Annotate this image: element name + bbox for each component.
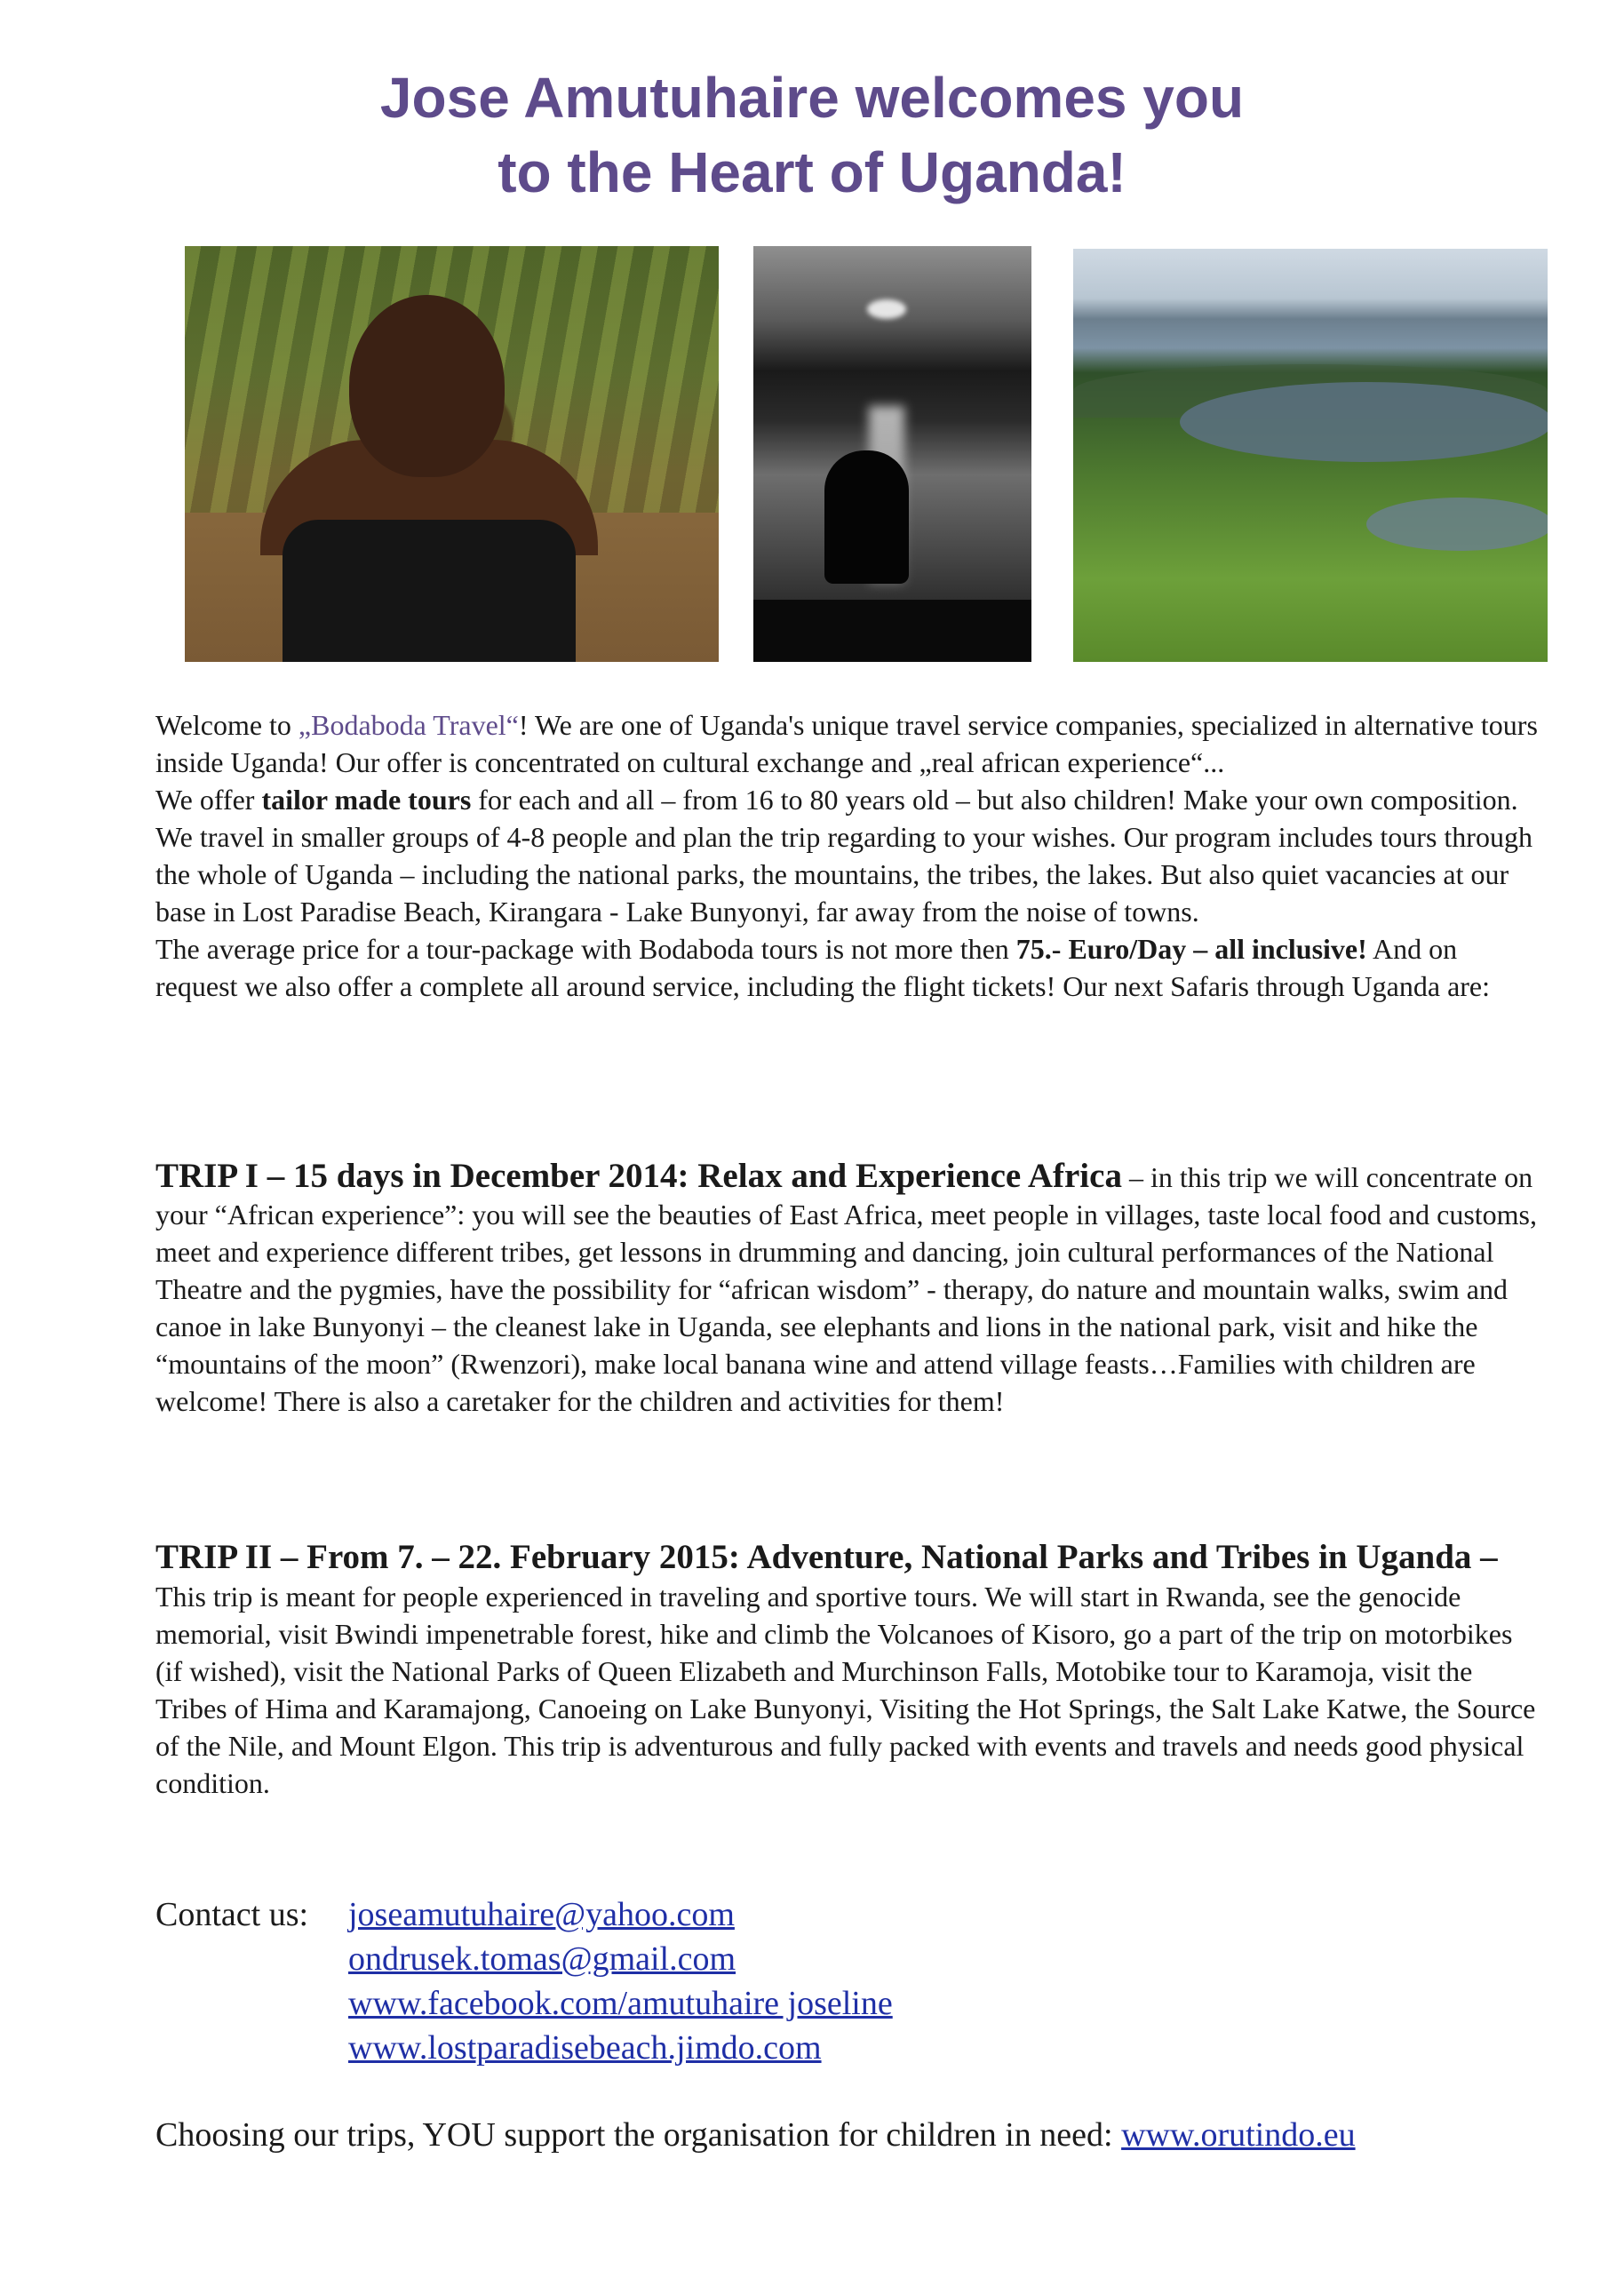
trip1-section bbox=[155, 1158, 1546, 1420]
intro-welcome-pre: Welcome to bbox=[155, 709, 299, 741]
intro-offer-pre: We offer bbox=[155, 784, 262, 816]
trip1-body: – in this trip we will concentrate on your “African experience”: you will see the beauties of East Africa, meet people in villages, taste local food and customs, meet and experience different tribes, get lessons in drumming and dancing, join cultural performances of the National Theatre and the pygmies, have the possibility for “african wisdom” - therapy, do nature and mountain walks, swim and canoe in lake Bunyonyi – the cleanest lake in Uganda, see elephants and lions in the national park, visit and hike the “mountains of the moon” (Rwenzori), make local banana wine and attend village feasts…Families with children are welcome! There is also a caretaker for the children and activities for them! bbox=[155, 1161, 1537, 1417]
trip2-body: This trip is meant for people experienced in traveling and sportive tours. We will start in Rwanda, see the genocide memorial, visit Bwindi impenetrable forest, hike and climb the Volcanoes of Kisoro, go a part of the trip on motorbikes (if wished), visit the National Parks of Queen Elizabeth and Murchinson Falls, Motobike tour to Karamoja, visit the Tribes of Hima and Karamajong, Canoeing on Lake Bunyonyi, Visiting the Hot Springs, the Salt Lake Katwe, the Source of the Nile, and Mount Elgon. This trip is adventurous and fully packed with events and travels and needs good physical condition. bbox=[155, 1581, 1536, 1799]
title-line-2: to the Heart of Uganda! bbox=[498, 140, 1126, 204]
intro-price-pre: The average price for a tour-package with Bodaboda tours is not more then bbox=[155, 933, 1016, 965]
contact-links bbox=[348, 1892, 1148, 2070]
page-title bbox=[0, 60, 1624, 210]
email-link-jose[interactable]: joseamutuhaire@yahoo.com bbox=[348, 1896, 735, 1933]
trip1-heading: TRIP I – 15 days in December 2014: Relax and Experience Africa bbox=[155, 1157, 1122, 1195]
facebook-link[interactable]: www.facebook.com/amutuhaire joseline bbox=[348, 1985, 893, 2022]
contact-label: Contact us: bbox=[155, 1896, 309, 1933]
intro-section bbox=[155, 706, 1546, 1005]
intro-welcome-post: ! We are one of Uganda's unique travel service companies, specialized in alternative tours inside Uganda! Our offer is concentrated on cultural exchange and „real african experience“... bbox=[155, 709, 1538, 778]
footer bbox=[155, 2113, 1356, 2157]
intro-price-bold: 75.- Euro/Day – all inclusive! bbox=[1015, 933, 1367, 965]
trip2-section bbox=[155, 1537, 1546, 1802]
title-line-1: Jose Amutuhaire welcomes you bbox=[379, 66, 1245, 130]
intro-offer-bold: tailor made tours bbox=[261, 784, 472, 816]
footer-text: Choosing our trips, YOU support the organisation for children in need: bbox=[155, 2116, 1122, 2154]
intro-price-post: And on request we also offer a complete all around service, including the flight tickets! Our next Safaris through Uganda are: bbox=[155, 933, 1491, 1002]
email-link-tomas[interactable]: ondrusek.tomas@gmail.com bbox=[348, 1940, 736, 1978]
portrait-photo bbox=[185, 246, 719, 662]
lake-silhouette-photo bbox=[753, 246, 1031, 662]
intro-offer-post: for each and all – from 16 to 80 years old – but also children! Make your own composition. We travel in smaller groups of 4-8 people and plan the trip regarding to your wishes. Our program includes tours through the whole of Uganda – including the national parks, the mountains, the tribes, the lakes. But also quiet vacancies at our base in Lost Paradise Beach, Kirangara - Lake Bunyonyi, far away from the noise of towns. bbox=[155, 784, 1532, 928]
landscape-photo bbox=[1073, 249, 1548, 662]
trip2-heading: TRIP II – From 7. – 22. February 2015: Adventure, National Parks and Tribes in Uganda – bbox=[155, 1538, 1498, 1576]
company-name: „Bodaboda Travel“ bbox=[298, 709, 519, 741]
orutindo-link[interactable]: www.orutindo.eu bbox=[1121, 2116, 1356, 2154]
website-link[interactable]: www.lostparadisebeach.jimdo.com bbox=[348, 2029, 822, 2067]
